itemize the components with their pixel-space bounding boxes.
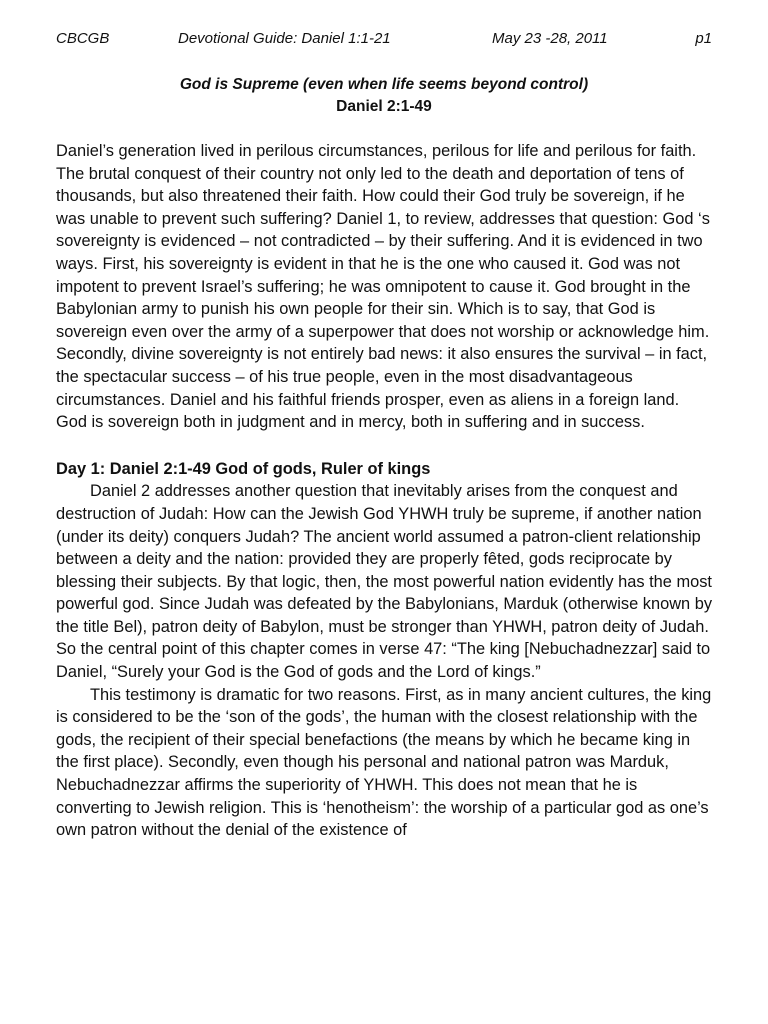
page-subtitle: Daniel 2:1-49 bbox=[336, 98, 432, 115]
header-organization: CBCGB bbox=[56, 30, 110, 47]
intro-paragraph: Daniel’s generation lived in perilous circumstances, perilous for life and perilous for faith. The brutal conquest of their country not only led to the death and deportation of tens of thousands, but also threatened their faith. How could their God truly be sovereign, if he was unable to prevent such suffering? Daniel 1, to review, addresses that question: God ‘s sovereignty is evidenced – not contradicted – by their suffering. And it is evidenced in two ways. First, his sovereignty is evident in that he is the one who caused it. God was not impotent to prevent Israel’s suffering; he was omnipotent to cause it. God brought in the Babylonian army to punish his own people for their sin. Which is to say, that God is sovereign even over the army of a superpower that does not worship or acknowledge him. Secondly, divine sovereignty is not entirely bad news: it also ensures the survival – in fact, the spectacular success – of his true people, even in the most disadvantageous circumstances. Daniel and his faithful friends prosper, even as aliens in a foreign land. God is sovereign both in judgment and in mercy, both in suffering and in success. bbox=[56, 142, 710, 432]
header-date-range: May 23 -28, 2011 bbox=[492, 30, 608, 47]
header-guide-title: Devotional Guide: Daniel 1:1-21 bbox=[178, 30, 391, 47]
header-page-number: p1 bbox=[695, 30, 712, 47]
running-header bbox=[56, 30, 712, 52]
page-title: God is Supreme (even when life seems beyond control) bbox=[179, 76, 589, 93]
day1-heading: Day 1: Daniel 2:1-49 God of gods, Ruler of kings bbox=[56, 459, 431, 478]
day1-paragraph-2: This testimony is dramatic for two reasons. First, as in many ancient cultures, the king is considered to be the ‘son of the gods’, the human with the closest relationship with the gods, the recipient of their special benefactions (the means by which he became king in the first place). Secondly, even though his personal and national patron was Marduk, Nebuchadnezzar affirms the superiority of YHWH. This does not mean that he is converting to Jewish religion. This is ‘henotheism’: the worship of a particular god as one’s own patron without the denial of the existence of bbox=[56, 685, 712, 840]
day1-paragraph-1: Daniel 2 addresses another question that inevitably arises from the conquest and destruction of Judah: How can the Jewish God YHWH truly be supreme, if another nation (under its deity) conquers Judah? The ancient world assumed a patron-client relationship between a deity and the nation: provided they are properly fêted, gods reciprocate by blessing their subjects. By that logic, then, the most powerful nation evidently has the most powerful god. Since Judah was defeated by the Babylonians, Marduk (otherwise known by the title Bel), patron deity of Babylon, must be stronger than YHWH, patron deity of Judah. So the central point of this chapter comes in verse 47: “The king [Nebuchadnezzar] said to Daniel, “Surely your God is the God of gods and the Lord of kings.” bbox=[56, 482, 713, 682]
